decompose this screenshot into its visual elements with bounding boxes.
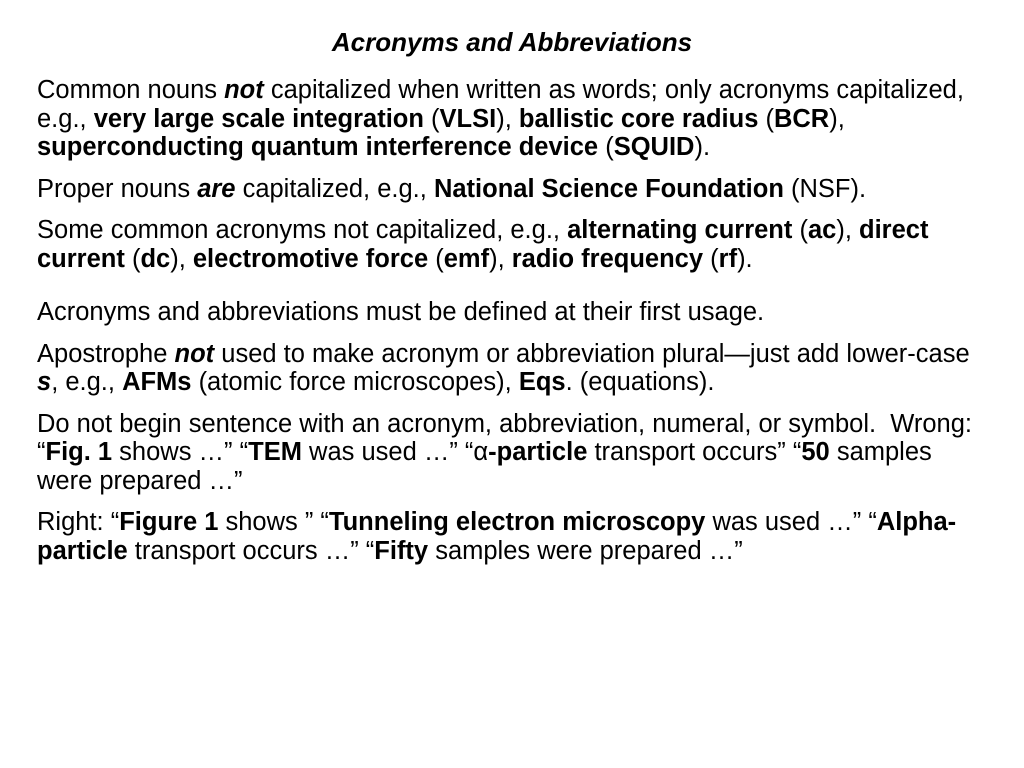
text-run: Right: “ [37, 508, 120, 536]
bold-text: superconducting quantum interference device [37, 133, 599, 161]
text-run: ), [496, 104, 519, 133]
text-run: ), [489, 244, 512, 273]
paragraph-plural-apostrophe [37, 340, 987, 397]
text-run: shows …” “ [112, 438, 249, 466]
bold-text: AFMs [122, 368, 192, 396]
text-run: ). [737, 244, 753, 273]
text-run: Common nouns [37, 76, 225, 104]
text-run: transport occurs …” “ [127, 536, 375, 565]
bold-text: TEM [248, 438, 302, 466]
paragraph-sentence-start-right [37, 508, 987, 565]
bold-text: BCR [773, 104, 830, 133]
paragraph-proper-nouns [37, 175, 987, 204]
bold-italic-text: not [224, 76, 264, 104]
bold-text: 50 [801, 438, 830, 466]
text-run: Acronyms and abbreviations must be defined at their first usage. [37, 298, 765, 326]
text-run: ( [428, 244, 444, 273]
bold-text: SQUID [613, 133, 695, 161]
text-run: was used …” “α [301, 438, 489, 466]
bold-text: rf [718, 244, 738, 273]
text-run: shows ” “ [218, 508, 329, 536]
text-run: Some common acronyms not capitalized, e.g., [37, 216, 568, 244]
bold-text: ac [807, 216, 837, 244]
bold-text: Eqs [518, 368, 566, 396]
text-run: capitalized, e.g., [235, 174, 434, 203]
bold-text: Tunneling electron microscopy [328, 508, 706, 536]
text-run: Apostrophe [37, 339, 175, 368]
text-run: capitalized when written as words; only acronyms capitalized, e.g., [37, 76, 964, 133]
bold-text: National Science Foundation [433, 174, 784, 203]
text-run: ( [703, 244, 719, 273]
text-run: ( [758, 104, 774, 133]
bold-text: Fig. 1 [45, 438, 113, 466]
bold-text: dc [140, 244, 171, 273]
text-run: ), [836, 216, 859, 244]
paragraph-uncapitalized-acronyms [37, 216, 987, 273]
bold-text: direct current [37, 216, 929, 273]
text-run: Proper nouns [37, 174, 198, 203]
bold-text: electromotive force [192, 244, 429, 273]
slide-body [37, 76, 987, 578]
text-run: Do not begin sentence with an acronym, abbreviation, numeral, or symbol. Wrong: “ [37, 409, 973, 466]
bold-text: ballistic core radius [518, 104, 759, 133]
bold-text: VLSI [439, 104, 497, 133]
bold-italic-text: not [174, 339, 215, 368]
bold-text: -particle [488, 438, 588, 466]
text-run: (NSF). [783, 174, 867, 203]
text-run: transport occurs” “ [587, 438, 802, 466]
text-run: ( [598, 133, 614, 161]
paragraph-sentence-start-wrong [37, 410, 987, 496]
text-run: ( [792, 216, 808, 244]
bold-italic-text: are [197, 174, 236, 203]
text-run: was used …” “ [705, 508, 877, 536]
bold-text: Alpha-particle [37, 508, 957, 565]
bold-text: emf [443, 244, 490, 273]
slide-title: Acronyms and Abbreviations [331, 27, 693, 57]
text-run: used to make acronym or abbreviation plural—just add lower-case [214, 339, 970, 368]
text-run: ). [694, 133, 711, 161]
paragraph-define-first-usage [37, 298, 987, 327]
text-run: , e.g., [51, 368, 123, 396]
bold-text: radio frequency [511, 244, 704, 273]
text-run: ( [124, 244, 141, 273]
text-run: ), [170, 244, 193, 273]
text-run: ( [423, 104, 440, 133]
bold-text: Figure 1 [119, 508, 219, 536]
paragraph-lowercase-acronyms [37, 76, 987, 162]
bold-text: Fifty [374, 536, 429, 565]
text-run: . (equations). [565, 368, 715, 396]
text-run: samples were prepared …” [428, 536, 743, 565]
bold-text: alternating current [567, 216, 793, 244]
bold-italic-text: s [37, 368, 52, 396]
text-run: (atomic force microscopes), [191, 368, 519, 396]
text-run: ), [829, 104, 845, 133]
text-run: samples were prepared …” [37, 438, 932, 495]
bold-text: very large scale integration [93, 104, 424, 133]
